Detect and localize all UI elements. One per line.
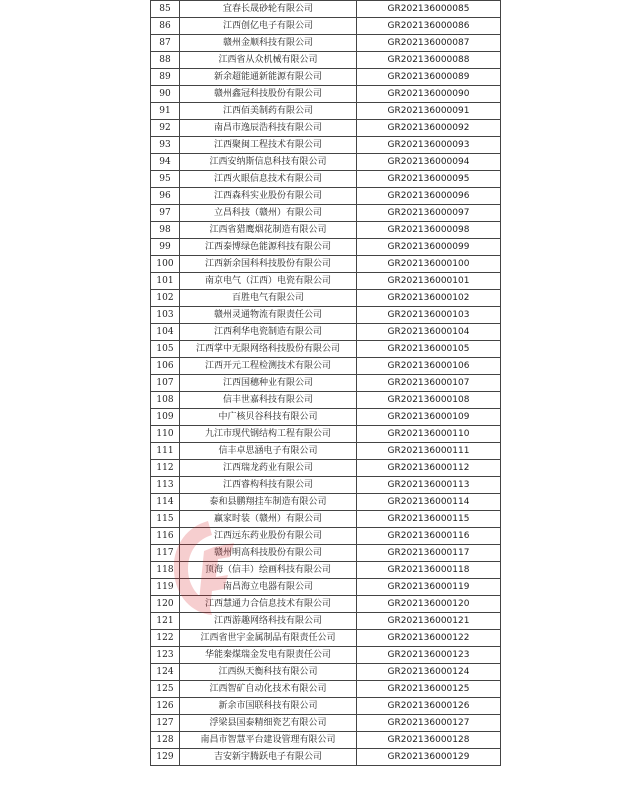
certificate-number: GR202136000085 <box>357 1 501 18</box>
certificate-number: GR202136000091 <box>357 103 501 120</box>
certificate-number: GR202136000092 <box>357 120 501 137</box>
row-number: 124 <box>151 664 180 681</box>
row-number: 123 <box>151 647 180 664</box>
company-name: 南昌市逸辰浩科技有限公司 <box>180 120 357 137</box>
company-name: 江西慧通力合信息技术有限公司 <box>180 596 357 613</box>
certificate-number: GR202136000095 <box>357 171 501 188</box>
certificate-number: GR202136000088 <box>357 52 501 69</box>
company-name: 新余市国联科技有限公司 <box>180 698 357 715</box>
certificate-number: GR202136000120 <box>357 596 501 613</box>
company-name: 江西火眼信息技术有限公司 <box>180 171 357 188</box>
company-name: 江西远东药业股份有限公司 <box>180 528 357 545</box>
company-name: 江西开元工程检测技术有限公司 <box>180 358 357 375</box>
row-number: 118 <box>151 562 180 579</box>
certificate-number: GR202136000094 <box>357 154 501 171</box>
certificate-number: GR202136000086 <box>357 18 501 35</box>
table-row <box>151 698 501 715</box>
company-name: 江西智矿自动化技术有限公司 <box>180 681 357 698</box>
table-row <box>151 545 501 562</box>
certificate-number: GR202136000118 <box>357 562 501 579</box>
company-name: 泰和县鹏翔挂车制造有限公司 <box>180 494 357 511</box>
row-number: 114 <box>151 494 180 511</box>
company-name: 赣州鑫冠科技股份有限公司 <box>180 86 357 103</box>
row-number: 109 <box>151 409 180 426</box>
row-number: 102 <box>151 290 180 307</box>
row-number: 127 <box>151 715 180 732</box>
company-name: 吉安新宇腾跃电子有限公司 <box>180 749 357 766</box>
certificate-number: GR202136000119 <box>357 579 501 596</box>
company-name: 南京电气（江西）电瓷有限公司 <box>180 273 357 290</box>
table-row <box>151 52 501 69</box>
table-row <box>151 409 501 426</box>
certificate-number: GR202136000117 <box>357 545 501 562</box>
table-row <box>151 188 501 205</box>
table-row <box>151 528 501 545</box>
row-number: 104 <box>151 324 180 341</box>
row-number: 111 <box>151 443 180 460</box>
row-number: 112 <box>151 460 180 477</box>
row-number: 91 <box>151 103 180 120</box>
company-name: 赣州金顺科技有限公司 <box>180 35 357 52</box>
row-number: 120 <box>151 596 180 613</box>
certificate-number: GR202136000128 <box>357 732 501 749</box>
table-row <box>151 392 501 409</box>
company-name: 百胜电气有限公司 <box>180 290 357 307</box>
certificate-number: GR202136000115 <box>357 511 501 528</box>
row-number: 119 <box>151 579 180 596</box>
row-number: 96 <box>151 188 180 205</box>
certificate-number: GR202136000116 <box>357 528 501 545</box>
table-body <box>151 1 501 766</box>
table-row <box>151 681 501 698</box>
table-row <box>151 290 501 307</box>
table-row <box>151 613 501 630</box>
certificate-number: GR202136000102 <box>357 290 501 307</box>
certificate-number: GR202136000104 <box>357 324 501 341</box>
row-number: 107 <box>151 375 180 392</box>
table-row <box>151 494 501 511</box>
row-number: 94 <box>151 154 180 171</box>
certificate-number: GR202136000125 <box>357 681 501 698</box>
table-row <box>151 69 501 86</box>
table-row <box>151 18 501 35</box>
row-number: 121 <box>151 613 180 630</box>
company-name: 赢家时装（赣州）有限公司 <box>180 511 357 528</box>
table-row <box>151 239 501 256</box>
certificate-number: GR202136000100 <box>357 256 501 273</box>
company-name: 江西利华电瓷制造有限公司 <box>180 324 357 341</box>
company-name: 江西新余国科科技股份有限公司 <box>180 256 357 273</box>
table-row <box>151 715 501 732</box>
certificate-number: GR202136000097 <box>357 205 501 222</box>
table-row <box>151 222 501 239</box>
certificate-number: GR202136000101 <box>357 273 501 290</box>
table-row <box>151 579 501 596</box>
certificate-number: GR202136000103 <box>357 307 501 324</box>
certificate-number: GR202136000099 <box>357 239 501 256</box>
table-row <box>151 596 501 613</box>
table-row <box>151 35 501 52</box>
enterprise-list-table <box>150 0 501 766</box>
row-number: 87 <box>151 35 180 52</box>
certificate-number: GR202136000096 <box>357 188 501 205</box>
table-row <box>151 307 501 324</box>
table-row <box>151 426 501 443</box>
company-name: 江西睿构科技有限公司 <box>180 477 357 494</box>
company-name: 江西聚闽工程技术有限公司 <box>180 137 357 154</box>
certificate-number: GR202136000129 <box>357 749 501 766</box>
company-name: 江西创亿电子有限公司 <box>180 18 357 35</box>
company-name: 南昌市智慧平台建设管理有限公司 <box>180 732 357 749</box>
certificate-number: GR202136000107 <box>357 375 501 392</box>
row-number: 105 <box>151 341 180 358</box>
certificate-number: GR202136000106 <box>357 358 501 375</box>
company-name: 江西省世宇金属制品有限责任公司 <box>180 630 357 647</box>
company-name: 江西掌中无限网络科技股份有限公司 <box>180 341 357 358</box>
table-row <box>151 358 501 375</box>
row-number: 97 <box>151 205 180 222</box>
table-row <box>151 86 501 103</box>
row-number: 101 <box>151 273 180 290</box>
company-name: 江西森科实业股份有限公司 <box>180 188 357 205</box>
certificate-number: GR202136000123 <box>357 647 501 664</box>
table-row <box>151 256 501 273</box>
row-number: 89 <box>151 69 180 86</box>
certificate-number: GR202136000113 <box>357 477 501 494</box>
certificate-number: GR202136000098 <box>357 222 501 239</box>
certificate-number: GR202136000105 <box>357 341 501 358</box>
table-row <box>151 562 501 579</box>
company-name: 信丰卓思涵电子有限公司 <box>180 443 357 460</box>
company-name: 江西安纳斯信息科技有限公司 <box>180 154 357 171</box>
table-row <box>151 749 501 766</box>
certificate-number: GR202136000112 <box>357 460 501 477</box>
table-row <box>151 103 501 120</box>
company-name: 江西佰美制药有限公司 <box>180 103 357 120</box>
certificate-number: GR202136000090 <box>357 86 501 103</box>
company-name: 江西国穗种业有限公司 <box>180 375 357 392</box>
certificate-number: GR202136000114 <box>357 494 501 511</box>
row-number: 103 <box>151 307 180 324</box>
company-name: 赣州明高科技股份有限公司 <box>180 545 357 562</box>
certificate-number: GR202136000087 <box>357 35 501 52</box>
table-row <box>151 630 501 647</box>
row-number: 110 <box>151 426 180 443</box>
row-number: 113 <box>151 477 180 494</box>
row-number: 122 <box>151 630 180 647</box>
table-row <box>151 511 501 528</box>
company-name: 江西省从众机械有限公司 <box>180 52 357 69</box>
company-name: 江西瑞龙药业有限公司 <box>180 460 357 477</box>
company-name: 立昌科技（赣州）有限公司 <box>180 205 357 222</box>
certificate-number: GR202136000109 <box>357 409 501 426</box>
table-row <box>151 137 501 154</box>
certificate-number: GR202136000111 <box>357 443 501 460</box>
certificate-number: GR202136000089 <box>357 69 501 86</box>
row-number: 125 <box>151 681 180 698</box>
row-number: 85 <box>151 1 180 18</box>
table-row <box>151 647 501 664</box>
company-name: 中广核贝谷科技有限公司 <box>180 409 357 426</box>
row-number: 92 <box>151 120 180 137</box>
table-row <box>151 664 501 681</box>
table-row <box>151 273 501 290</box>
table-row <box>151 341 501 358</box>
company-name: 顶海（信丰）绘画科技有限公司 <box>180 562 357 579</box>
company-name: 浮梁县国泰精细瓷艺有限公司 <box>180 715 357 732</box>
row-number: 117 <box>151 545 180 562</box>
row-number: 116 <box>151 528 180 545</box>
table-row <box>151 171 501 188</box>
row-number: 98 <box>151 222 180 239</box>
row-number: 100 <box>151 256 180 273</box>
certificate-number: GR202136000126 <box>357 698 501 715</box>
certificate-number: GR202136000124 <box>357 664 501 681</box>
row-number: 88 <box>151 52 180 69</box>
row-number: 108 <box>151 392 180 409</box>
table-row <box>151 205 501 222</box>
row-number: 106 <box>151 358 180 375</box>
table-row <box>151 154 501 171</box>
company-name: 信丰世嘉科技有限公司 <box>180 392 357 409</box>
table-row <box>151 443 501 460</box>
row-number: 95 <box>151 171 180 188</box>
row-number: 128 <box>151 732 180 749</box>
table-row <box>151 324 501 341</box>
certificate-number: GR202136000110 <box>357 426 501 443</box>
certificate-number: GR202136000127 <box>357 715 501 732</box>
certificate-number: GR202136000121 <box>357 613 501 630</box>
company-name: 江西泰博绿色能源科技有限公司 <box>180 239 357 256</box>
table-row <box>151 732 501 749</box>
certificate-number: GR202136000093 <box>357 137 501 154</box>
company-name: 新余超能通新能源有限公司 <box>180 69 357 86</box>
row-number: 90 <box>151 86 180 103</box>
row-number: 126 <box>151 698 180 715</box>
certificate-number: GR202136000122 <box>357 630 501 647</box>
company-name: 赣州灵通物流有限责任公司 <box>180 307 357 324</box>
row-number: 115 <box>151 511 180 528</box>
table-row <box>151 375 501 392</box>
row-number: 99 <box>151 239 180 256</box>
company-name: 江西省猎鹰烟花制造有限公司 <box>180 222 357 239</box>
table-row <box>151 477 501 494</box>
table-row <box>151 120 501 137</box>
certificate-number: GR202136000108 <box>357 392 501 409</box>
company-name: 华能秦煤瑞金发电有限责任公司 <box>180 647 357 664</box>
row-number: 86 <box>151 18 180 35</box>
company-name: 南昌海立电器有限公司 <box>180 579 357 596</box>
company-name: 九江市现代钢结构工程有限公司 <box>180 426 357 443</box>
row-number: 129 <box>151 749 180 766</box>
table-row <box>151 1 501 18</box>
row-number: 93 <box>151 137 180 154</box>
company-name: 江西游趣网络科技有限公司 <box>180 613 357 630</box>
company-name: 江西纵天衡科技有限公司 <box>180 664 357 681</box>
table-row <box>151 460 501 477</box>
company-name: 宜春长晟砂轮有限公司 <box>180 1 357 18</box>
